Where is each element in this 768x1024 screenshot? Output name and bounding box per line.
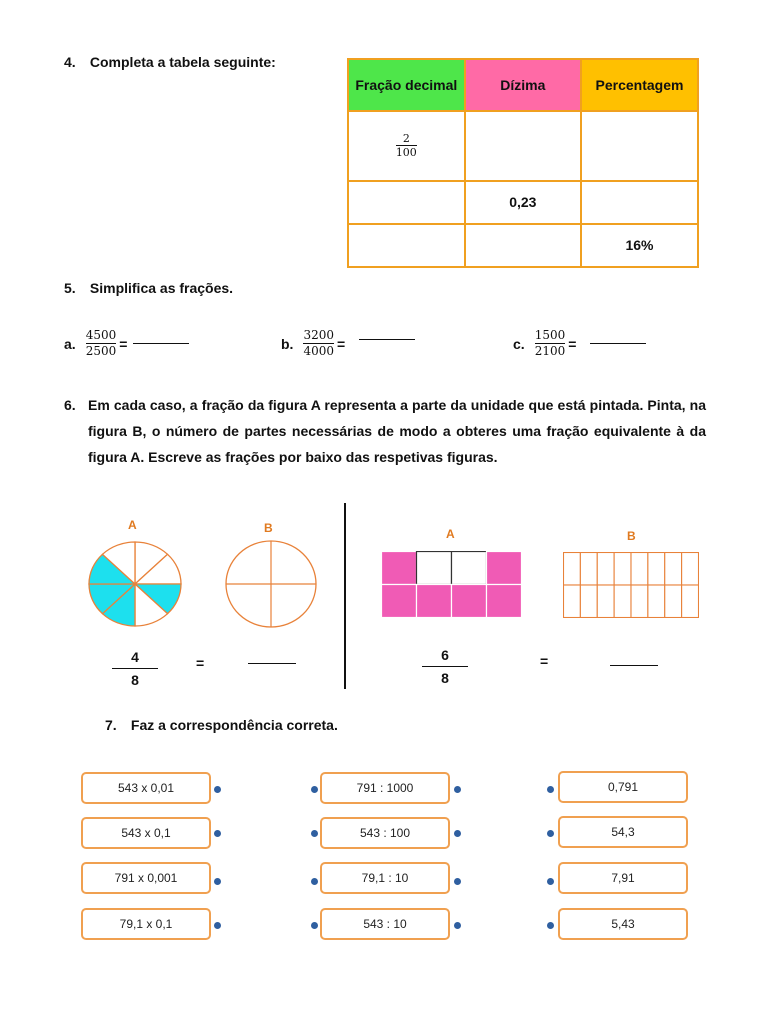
denominator: 2100 [534,344,566,358]
item-label: b. [281,335,294,352]
connector-dot[interactable] [214,922,221,929]
cell-decimal: 0,23 [465,181,581,224]
grid-cell [614,553,631,586]
grid-cell [665,553,682,586]
grid-cell [564,585,581,618]
match-box-col3[interactable]: 5,43 [558,908,688,940]
connector-dot[interactable] [311,830,318,837]
match-box-col3[interactable]: 7,91 [558,862,688,894]
answer-blank[interactable] [248,663,296,664]
grid-cell [382,585,417,618]
simplify-item-a [64,328,189,359]
answer-cell[interactable] [581,111,698,181]
figure-b-label: B [264,521,273,535]
answer-blank[interactable] [359,339,415,340]
header-dizima: Dízima [465,59,581,111]
fraction [112,646,158,691]
equals-sign: = [337,335,346,352]
numerator: 4 [131,649,139,665]
figure-a-label: A [128,518,137,532]
match-box-col1[interactable]: 791 x 0,001 [81,862,211,894]
simplify-item-c [513,328,646,359]
connector-dot[interactable] [214,830,221,837]
match-box-col3[interactable]: 0,791 [558,771,688,803]
numerator: 6 [441,647,449,663]
grid-cell [452,552,487,585]
fraction [422,644,468,689]
figure-b-label: B [627,529,636,543]
connector-dot[interactable] [547,922,554,929]
numerator: 2 [402,132,410,146]
grid-cell [382,552,417,585]
q5-number: 5. [64,280,76,296]
right-fraction [422,644,468,689]
grid-cell [417,552,452,585]
equals-sign: = [568,335,577,352]
q4-number: 4. [64,54,76,70]
numerator: 1500 [534,328,566,342]
match-box-col1[interactable]: 543 x 0,1 [81,817,211,849]
answer-blank[interactable] [590,343,646,344]
match-box-col2[interactable]: 79,1 : 10 [320,862,450,894]
equals-sign: = [540,653,549,669]
connector-dot[interactable] [311,922,318,929]
simplify-item-b [281,328,415,359]
item-label: c. [513,335,525,352]
q5-title [64,280,233,296]
answer-blank[interactable] [610,665,658,666]
denominator: 8 [131,672,139,688]
match-box-col1[interactable]: 543 x 0,01 [81,772,211,804]
grid-cell [580,585,597,618]
grid-cell [665,585,682,618]
answer-cell[interactable] [348,224,465,267]
match-box-col1[interactable]: 79,1 x 0,1 [81,908,211,940]
q6-text: Em cada caso, a fração da figura A representa a parte da unidade que está pintada. Pinta, na figura B, o número de partes necessárias de modo a obteres uma fração equivalente à da figura A. Escreve as frações por baixo das respetivas figuras. [88,397,706,465]
figure-a-circle [86,539,184,629]
grid-cell [452,585,487,618]
q4-title [64,54,276,70]
cell-fraction-2-100 [348,111,465,181]
fraction [396,132,417,159]
figure-b-grid[interactable] [563,552,699,618]
grid-cell [631,585,648,618]
q7-title [105,717,338,733]
connector-dot[interactable] [311,786,318,793]
fraction [303,328,334,359]
connector-dot[interactable] [547,830,554,837]
equals-sign: = [119,335,128,352]
grid-cell [487,552,522,585]
denominator: 2500 [85,344,117,358]
denominator: 4000 [303,344,334,358]
connector-dot[interactable] [214,786,221,793]
connector-dot[interactable] [454,830,461,837]
grid-cell [614,585,631,618]
grid-cell [597,553,614,586]
connector-dot[interactable] [547,878,554,885]
answer-cell[interactable] [465,111,581,181]
q6-number: 6. [64,397,76,413]
denominator: 8 [441,670,449,686]
conversion-table [347,58,699,268]
match-box-col2[interactable]: 791 : 1000 [320,772,450,804]
denominator: 100 [395,146,417,160]
answer-cell[interactable] [465,224,581,267]
grid-cell [648,553,665,586]
grid-cell [631,553,648,586]
figure-a-label: A [446,527,455,541]
grid-cell [564,553,581,586]
cell-percent: 16% [581,224,698,267]
answer-cell[interactable] [581,181,698,224]
connector-dot[interactable] [311,878,318,885]
numerator: 4500 [85,328,117,342]
grid-cell [487,585,522,618]
q7-number: 7. [105,717,117,733]
connector-dot[interactable] [547,786,554,793]
numerator: 3200 [303,328,334,342]
q4-text: Completa a tabela seguinte: [89,54,276,70]
grid-cell [682,553,699,586]
q5-text: Simplifica as frações. [89,280,234,296]
header-fracao-decimal: Fração decimal [348,59,465,111]
q7-text: Faz a correspondência correta. [130,717,338,733]
answer-blank[interactable] [133,343,189,344]
divider [344,503,346,689]
connector-dot[interactable] [454,922,461,929]
grid-cell [417,585,452,618]
figure-a-grid [381,551,521,617]
fraction [86,328,117,359]
grid-cell [580,553,597,586]
equals-sign: = [196,655,205,671]
match-box-col3[interactable]: 54,3 [558,816,688,848]
item-label: a. [64,335,76,352]
grid-cell [648,585,665,618]
grid-cell [597,585,614,618]
match-box-col2[interactable]: 543 : 100 [320,817,450,849]
connector-dot[interactable] [214,878,221,885]
left-fraction [112,646,158,691]
grid-cell [682,585,699,618]
match-box-col2[interactable]: 543 : 10 [320,908,450,940]
header-percentagem: Percentagem [581,59,698,111]
answer-cell[interactable] [348,181,465,224]
fraction [535,328,566,359]
connector-dot[interactable] [454,878,461,885]
connector-dot[interactable] [454,786,461,793]
figure-b-circle[interactable] [224,539,318,629]
